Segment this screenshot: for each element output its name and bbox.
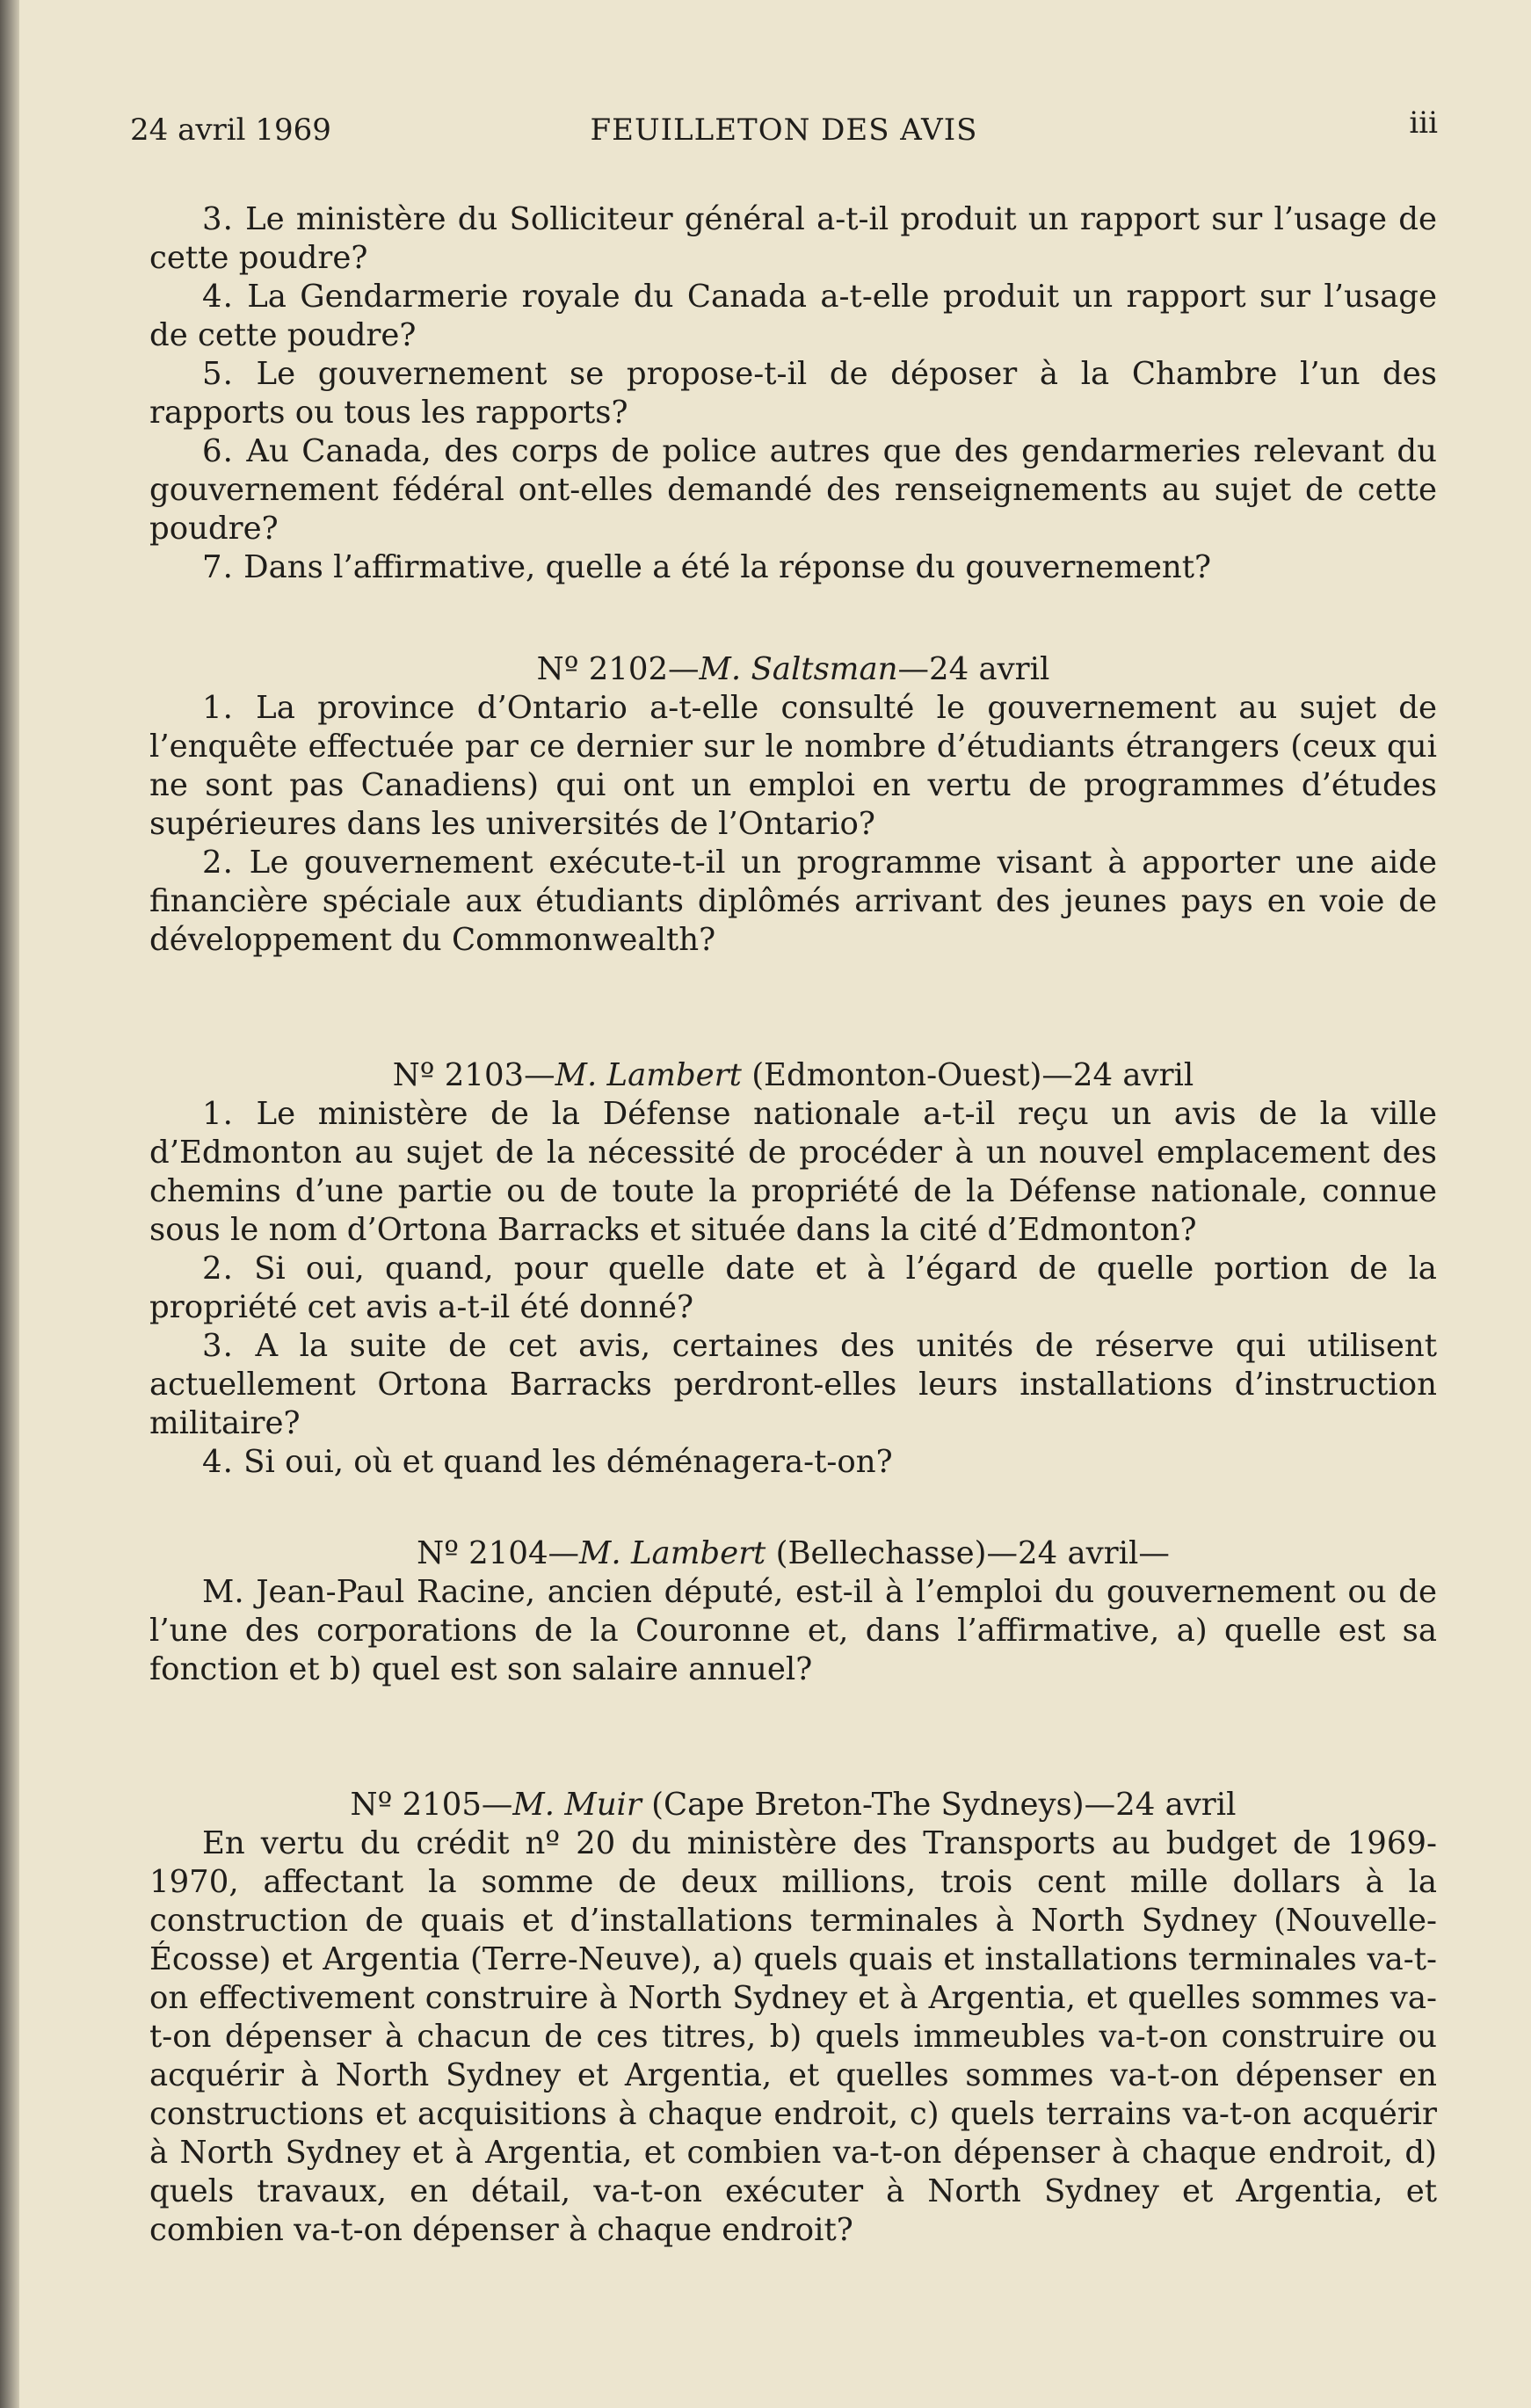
question-item: 2. Si oui, quand, pour quelle date et à l’égard de quelle portion de la propriété cet avis a-t-il été donné? xyxy=(149,1251,1437,1325)
header-date: 24 avril 1969 xyxy=(130,112,331,148)
question-item: 7. Dans l’affirmative, quelle a été la réponse du gouvernement? xyxy=(202,549,1212,585)
member-name: M. Saltsman xyxy=(699,651,898,687)
page-number: iii xyxy=(1409,105,1438,141)
question-heading: Nº 2102—M. Saltsman—24 avril xyxy=(536,651,1050,687)
document-body xyxy=(149,200,1437,2250)
question-item: 2. Le gouvernement exécute-t-il un programme visant à apporter une aide financière spéciale aux étudiants diplômés arrivant des jeunes pays en voie de développement du Commonwealth? xyxy=(149,845,1437,958)
intro-items xyxy=(149,200,1437,587)
question-heading: Nº 2103—M. Lambert (Edmonton-Ouest)—24 avril xyxy=(392,1057,1194,1093)
question-2102 xyxy=(149,650,1437,960)
question-item: 6. Au Canada, des corps de police autres que des gendarmeries relevant du gouvernement fédéral ont-elles demandé des renseignements au sujet de cette poudre? xyxy=(149,433,1437,547)
member-name: M. Muir xyxy=(512,1787,642,1823)
question-item: En vertu du crédit nº 20 du ministère des Transports au budget de 1969-1970, affectant la somme de deux millions, trois cent mille dollars à la construction de quais et d’installations terminales à North Sydney (Nouvelle-Écosse) et Argentia (Terre-Neuve), a) quels quais et installations terminales va-t-on effectivement construire à North Sydney et à Argentia, et quelles sommes va-t-on dépenser à chacun de ces titres, b) quels immeubles va-t-on construire ou acquérir à North Sydney et Argentia, et quelles sommes va-t-on dépenser en constructions et acquisitions à chaque endroit, c) quels terrains va-t-on acquérir à North Sydney et à Argentia, et combien va-t-on dépenser à chaque endroit, d) quels travaux, en détail, va-t-on exécuter à North Sydney et Argentia, et combien va-t-on dépenser à chaque endroit? xyxy=(149,1825,1437,2248)
question-item: 3. Le ministère du Solliciteur général a-t-il produit un rapport sur l’usage de cette poudre? xyxy=(149,201,1437,276)
question-item: 4. La Gendarmerie royale du Canada a-t-elle produit un rapport sur l’usage de cette poudre? xyxy=(149,279,1437,353)
question-item: 3. A la suite de cet avis, certaines des unités de réserve qui utilisent actuellement Ortona Barracks perdront-elles leurs installations d’instruction militaire? xyxy=(149,1328,1437,1441)
question-item: 5. Le gouvernement se propose-t-il de déposer à la Chambre l’un des rapports ou tous les rapports? xyxy=(149,356,1437,431)
page-header xyxy=(130,105,1438,156)
member-name: M. Lambert xyxy=(579,1535,766,1571)
question-heading: Nº 2104—M. Lambert (Bellechasse)—24 avril— xyxy=(417,1535,1170,1571)
question-heading: Nº 2105—M. Muir (Cape Breton-The Sydneys)—24 avril xyxy=(350,1787,1237,1823)
question-2104 xyxy=(149,1534,1437,1689)
header-title: FEUILLETON DES AVIS xyxy=(590,112,978,148)
question-2103 xyxy=(149,1056,1437,1482)
question-2105 xyxy=(149,1786,1437,2250)
question-item: M. Jean-Paul Racine, ancien député, est-il à l’emploi du gouvernement ou de l’une des corporations de la Couronne et, dans l’affirmative, a) quelle est sa fonction et b) quel est son salaire annuel? xyxy=(149,1574,1437,1687)
member-name: M. Lambert xyxy=(555,1057,742,1093)
question-item: 1. Le ministère de la Défense nationale a-t-il reçu un avis de la ville d’Edmonton au sujet de la nécessité de procéder à un nouvel emplacement des chemins d’une partie ou de toute la propriété de la Défense nationale, connue sous le nom d’Ortona Barracks et située dans la cité d’Edmonton? xyxy=(149,1096,1437,1248)
question-item: 1. La province d’Ontario a-t-elle consulté le gouvernement au sujet de l’enquête effectuée par ce dernier sur le nombre d’étudiants étrangers (ceux qui ne sont pas Canadiens) qui ont un emploi en vertu de programmes d’études supérieures dans les universités de l’Ontario? xyxy=(149,690,1437,842)
question-item: 4. Si oui, où et quand les déménagera-t-on? xyxy=(202,1444,893,1480)
